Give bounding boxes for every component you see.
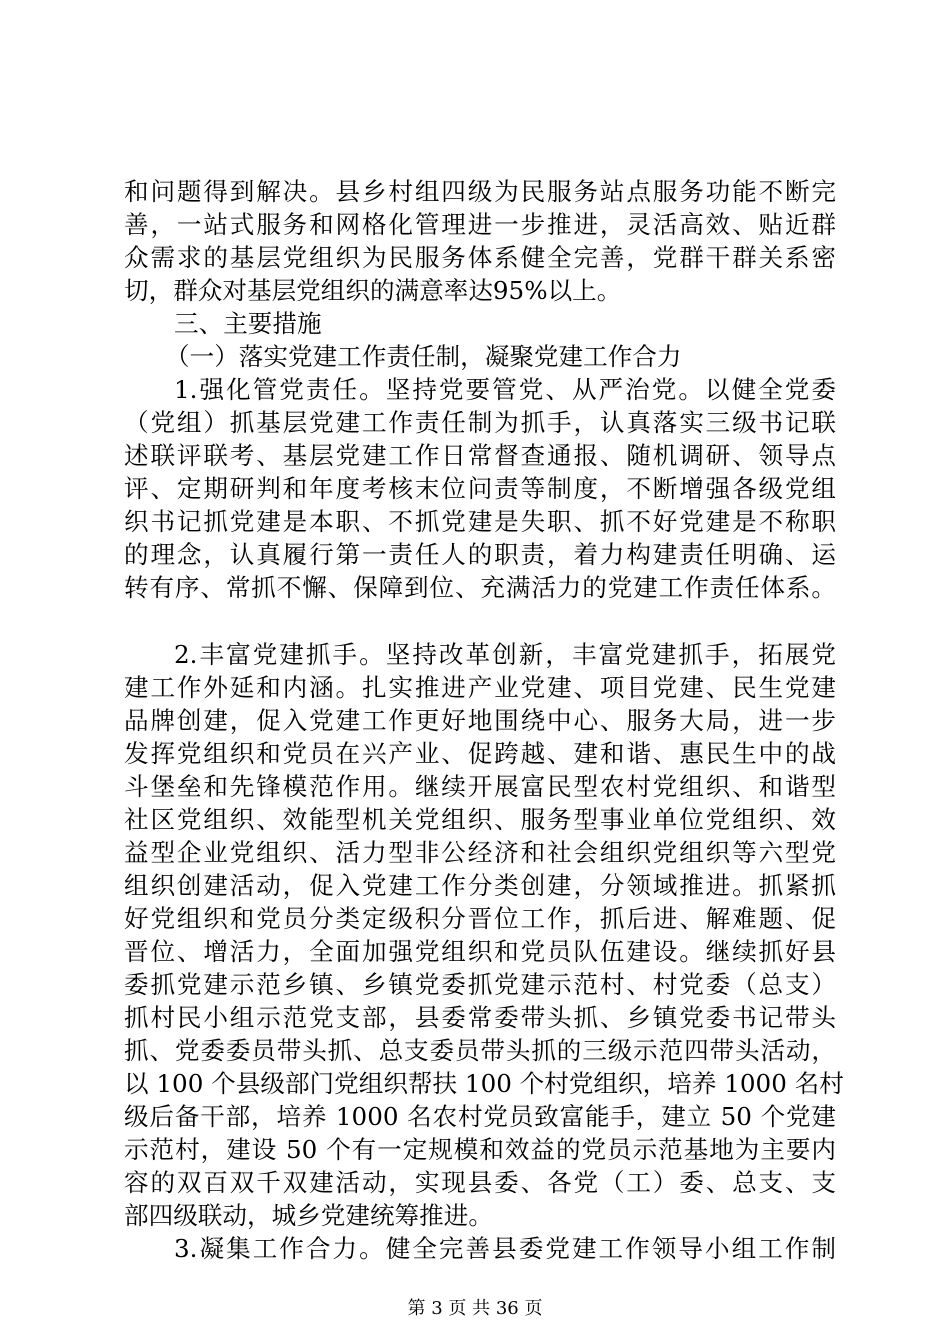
body-text-line: 织书记抓党建是本职、不抓党建是失职、抓不好党建是不称职 <box>124 507 836 536</box>
body-text-line: 以 100 个县级部门党组织帮扶 100 个村党组织，培养 1000 名村 <box>124 1069 844 1098</box>
body-text-line: 和问题得到解决。县乡村组四级为民服务站点服务功能不断完 <box>124 177 836 206</box>
body-text-line: 好党组织和党员分类定级积分晋位工作，抓后进、解难题、促 <box>124 904 836 933</box>
body-text-line: 评、定期研判和年度考核末位问责等制度，不断增强各级党组 <box>124 474 836 503</box>
body-text-line: 级后备干部，培养 1000 名农村党员致富能手，建立 50 个党建 <box>124 1102 836 1131</box>
body-text-line: 益型企业党组织、活力型非公经济和社会组织党组织等六型党 <box>124 838 836 867</box>
section-heading: 三、主要措施 <box>174 309 322 338</box>
body-text-line: 转有序、常抓不懈、保障到位、充满活力的党建工作责任体系。 <box>124 573 836 602</box>
body-text-line: 委抓党建示范乡镇、乡镇党委抓党建示范村、村党委（总支） <box>124 970 836 999</box>
body-text-line: 容的双百双千双建活动，实现县委、各党（工）委、总支、支 <box>124 1168 836 1197</box>
body-text-line: 的理念，认真履行第一责任人的职责，着力构建责任明确、运 <box>124 540 836 569</box>
body-text-line: 发挥党组织和党员在兴产业、促跨越、建和谐、惠民生中的战 <box>124 739 836 768</box>
body-text-line: 部四级联动，城乡党建统筹推进。 <box>124 1201 493 1230</box>
body-text-line: 3.凝集工作合力。健全完善县委党建工作领导小组工作制 <box>174 1234 836 1263</box>
body-text-line: 示范村，建设 50 个有一定规模和效益的党员示范基地为主要内 <box>124 1135 836 1164</box>
body-text-line: 斗堡垒和先锋模范作用。继续开展富民型农村党组织、和谐型 <box>124 772 836 801</box>
page-number-footer: 第 3 页 共 36 页 <box>407 1298 543 1319</box>
body-text-line: 抓、党委委员带头抓、总支委员带头抓的三级示范四带头活动， <box>124 1036 836 1065</box>
body-text-line: 述联评联考、基层党建工作日常督查通报、随机调研、领导点 <box>124 441 836 470</box>
body-text-line: 2.丰富党建抓手。坚持改革创新，丰富党建抓手，拓展党 <box>174 640 836 669</box>
body-text-line: 善，一站式服务和网格化管理进一步推进，灵活高效、贴近群 <box>124 210 836 239</box>
body-text-line: 建工作外延和内涵。扎实推进产业党建、项目党建、民生党建 <box>124 673 836 702</box>
body-text-line: 1.强化管党责任。坚持党要管党、从严治党。以健全党委 <box>174 375 836 404</box>
body-text-line: 社区党组织、效能型机关党组织、服务型事业单位党组织、效 <box>124 805 836 834</box>
body-text-line: 众需求的基层党组织为民服务体系健全完善，党群干群关系密 <box>124 243 836 272</box>
body-text-line: 切，群众对基层党组织的满意率达95%以上。 <box>124 276 622 305</box>
body-text-line: （党组）抓基层党建工作责任制为抓手，认真落实三级书记联 <box>124 408 836 437</box>
subsection-heading: （一）落实党建工作责任制，凝聚党建工作合力 <box>165 342 682 371</box>
body-text-line: 组织创建活动，促入党建工作分类创建，分领域推进。抓紧抓 <box>124 871 836 900</box>
body-text-line: 抓村民小组示范党支部，县委常委带头抓、乡镇党委书记带头 <box>124 1003 836 1032</box>
body-text-line: 晋位、增活力，全面加强党组织和党员队伍建设。继续抓好县 <box>124 937 836 966</box>
body-text-line: 品牌创建，促入党建工作更好地围绕中心、服务大局，进一步 <box>124 706 836 735</box>
